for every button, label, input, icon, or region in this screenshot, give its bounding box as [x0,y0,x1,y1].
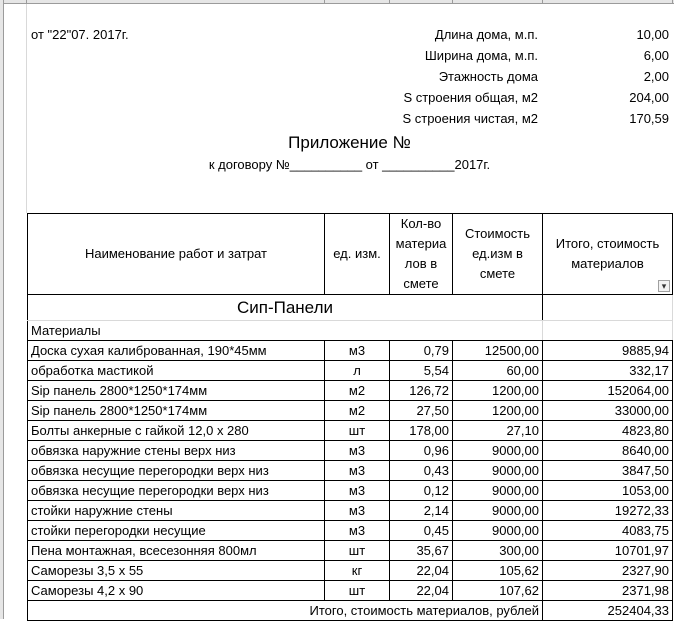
cell-total[interactable]: 152064,00 [543,381,673,401]
col-header-qty: Кол-во материа лов в смете [390,214,453,295]
cell-name[interactable]: Болты анкерные с гайкой 12,0 х 280 [28,421,325,441]
cell-price[interactable]: 9000,00 [453,501,543,521]
cell-price[interactable]: 105,62 [453,561,543,581]
cell-name[interactable]: Саморезы 3,5 х 55 [28,561,325,581]
row-header-strip[interactable] [0,0,4,619]
cell-name[interactable]: обвязка несущие перегородки верх низ [28,461,325,481]
column-separator[interactable] [542,0,543,3]
cell-total[interactable]: 1053,00 [543,481,673,501]
cell-price[interactable]: 12500,00 [453,341,543,361]
table-row[interactable] [28,401,673,421]
table-row[interactable] [28,381,673,401]
cell-total[interactable]: 2371,98 [543,581,673,601]
cell-unit[interactable]: м2 [325,401,390,421]
param-label-width: Ширина дома, м.п. [424,48,538,63]
cell-qty[interactable]: 178,00 [390,421,453,441]
cell-name[interactable]: обвязка наружние стены верх низ [28,441,325,461]
cell-price[interactable]: 1200,00 [453,401,543,421]
table-row[interactable] [28,501,673,521]
cell-name[interactable]: стойки перегородки несущие [28,521,325,541]
cell-total[interactable]: 9885,94 [543,341,673,361]
cell-name[interactable]: Sip панель 2800*1250*174мм [28,381,325,401]
param-label-area-net: S строения чистая, м2 [402,111,538,126]
cell-price[interactable]: 9000,00 [453,461,543,481]
empty-cell[interactable] [543,295,673,321]
cell-qty[interactable]: 5,54 [390,361,453,381]
table-row[interactable] [28,481,673,501]
table-row[interactable] [28,541,673,561]
cell-name[interactable]: Саморезы 4,2 х 90 [28,581,325,601]
cell-name[interactable]: Sip панель 2800*1250*174мм [28,401,325,421]
gridline [26,4,27,213]
cell-total[interactable]: 2327,90 [543,561,673,581]
cell-price[interactable]: 300,00 [453,541,543,561]
param-label-floors: Этажность дома [438,69,538,84]
column-separator[interactable] [324,0,325,3]
param-value-width: 6,00 [643,48,669,63]
param-value-floors: 2,00 [643,69,669,84]
table-row[interactable] [28,561,673,581]
cell-unit[interactable]: м3 [325,461,390,481]
table-row[interactable] [28,461,673,481]
cell-price[interactable]: 9000,00 [453,521,543,541]
cell-qty[interactable]: 0,45 [390,521,453,541]
table-header-row [28,214,673,295]
cell-unit[interactable]: м2 [325,381,390,401]
cell-price[interactable]: 60,00 [453,361,543,381]
section-title: Сип-Панели [28,295,543,321]
col-header-unit: ед. изм. [325,214,390,295]
cell-qty[interactable]: 35,67 [390,541,453,561]
cell-qty[interactable]: 0,96 [390,441,453,461]
subsection-row [28,321,673,341]
cell-price[interactable]: 9000,00 [453,481,543,501]
total-row [28,601,673,621]
cell-price[interactable]: 107,62 [453,581,543,601]
cell-qty[interactable]: 0,12 [390,481,453,501]
cell-unit[interactable]: кг [325,561,390,581]
param-value-area-net: 170,59 [629,111,669,126]
cell-qty[interactable]: 27,50 [390,401,453,421]
cell-unit[interactable]: л [325,361,390,381]
table-row[interactable] [28,341,673,361]
appendix-title: Приложение № [288,133,411,152]
column-header-strip[interactable] [0,0,674,4]
cell-qty[interactable]: 126,72 [390,381,453,401]
cell-unit[interactable]: м3 [325,441,390,461]
cell-unit[interactable]: шт [325,581,390,601]
cell-price[interactable]: 27,10 [453,421,543,441]
cell-total[interactable]: 19272,33 [543,501,673,521]
cell-unit[interactable]: шт [325,421,390,441]
column-separator[interactable] [26,0,27,3]
col-header-total [543,214,673,295]
cell-total[interactable]: 3847,50 [543,461,673,481]
cell-qty[interactable]: 0,43 [390,461,453,481]
table-row[interactable] [28,421,673,441]
total-value[interactable]: 252404,33 [543,601,673,621]
param-label-length: Длина дома, м.п. [434,27,538,42]
cell-unit[interactable]: м3 [325,501,390,521]
param-value-length: 10,00 [636,27,669,42]
cell-qty[interactable]: 0,79 [390,341,453,361]
cell-unit[interactable]: м3 [325,521,390,541]
cell-name[interactable]: обработка мастикой [28,361,325,381]
cell-total[interactable]: 4823,80 [543,421,673,441]
table-row[interactable] [28,361,673,381]
cell-total[interactable]: 4083,75 [543,521,673,541]
cell-unit[interactable]: м3 [325,481,390,501]
cell-total[interactable]: 10701,97 [543,541,673,561]
cell-total[interactable]: 8640,00 [543,441,673,461]
cell-qty[interactable]: 22,04 [390,561,453,581]
total-label: Итого, стоимость материалов, рублей [28,601,543,621]
filter-dropdown-icon[interactable]: ▾ [658,280,670,292]
table-row[interactable] [28,521,673,541]
cell-price[interactable]: 9000,00 [453,441,543,461]
subsection-title: Материалы [28,321,543,341]
cell-total[interactable]: 332,17 [543,361,673,381]
cell-name[interactable]: Доска сухая калиброванная, 190*45мм [28,341,325,361]
empty-cell[interactable] [543,321,673,341]
cell-unit[interactable]: м3 [325,341,390,361]
section-row [28,295,673,321]
column-separator[interactable] [389,0,390,3]
column-separator[interactable] [452,0,453,3]
cell-name[interactable]: стойки наружние стены [28,501,325,521]
cell-unit[interactable]: шт [325,541,390,561]
param-value-area-total: 204,00 [629,90,669,105]
cell-qty[interactable]: 2,14 [390,501,453,521]
cell-qty[interactable]: 22,04 [390,581,453,601]
param-label-area-total: S строения общая, м2 [403,90,538,105]
col-header-total-label: Итого, стоимость материалов [555,236,660,271]
document-date: от "22"07. 2017г. [31,27,129,42]
col-header-name: Наименование работ и затрат [28,214,325,295]
cell-name[interactable]: обвязка несущие перегородки верх низ [28,481,325,501]
contract-reference: к договору №__________ от __________2017г. [208,157,491,172]
cell-name[interactable]: Пена монтажная, всесезонняя 800мл [28,541,325,561]
column-separator[interactable] [672,0,673,3]
col-header-price: Стоимость ед.изм в смете [453,214,543,295]
table-row[interactable] [28,441,673,461]
cell-total[interactable]: 33000,00 [543,401,673,421]
table-row[interactable] [28,581,673,601]
cell-price[interactable]: 1200,00 [453,381,543,401]
materials-table [27,213,673,621]
